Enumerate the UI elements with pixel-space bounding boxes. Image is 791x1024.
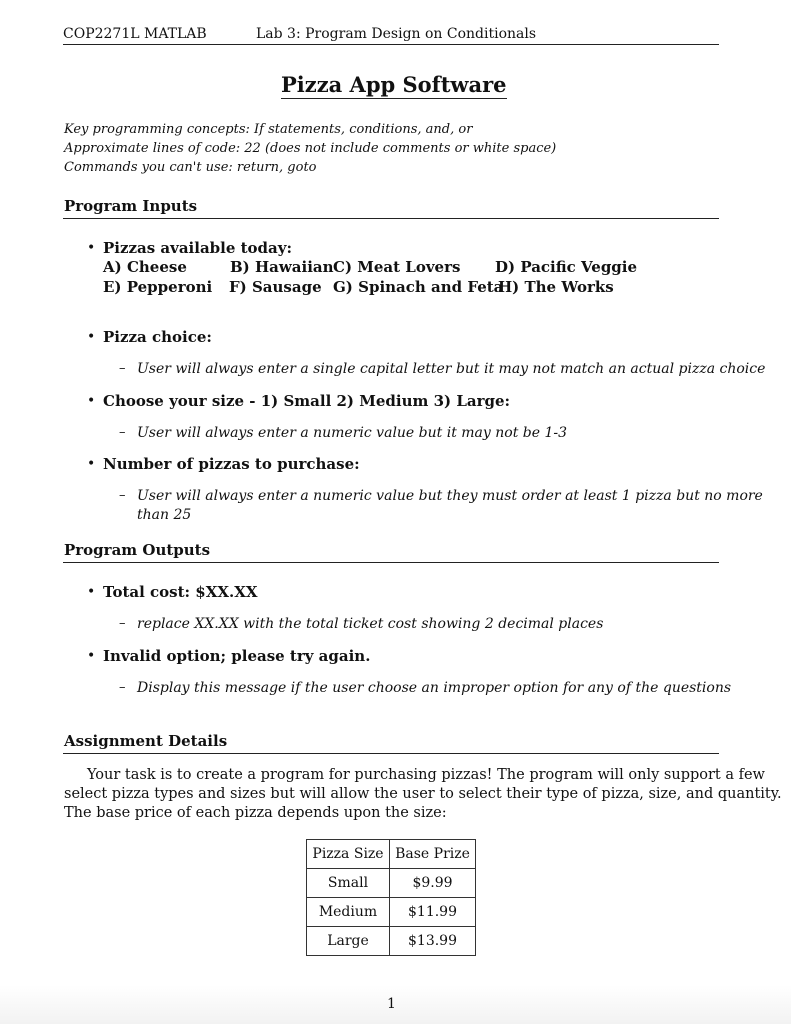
intro-concepts: Key programming concepts: If statements, conditions, and, or	[64, 122, 473, 137]
pizza-option: E) Pepperoni	[103, 278, 213, 296]
number-note: User will always enter a numeric value but they must order at least 1 pizza but no more	[137, 488, 763, 504]
table-header-cell: Pizza Size	[307, 840, 390, 869]
table-row	[307, 898, 476, 927]
invalid-option-note: Display this message if the user choose an improper option for any of the questions	[137, 680, 732, 696]
section-heading-inputs: Program Inputs	[64, 197, 198, 215]
page-title: Pizza App Software	[281, 72, 507, 97]
dash-icon: –	[119, 680, 126, 695]
bullet-icon: •	[87, 240, 96, 256]
bullet-icon: •	[87, 393, 96, 409]
bullet-icon: •	[87, 456, 96, 472]
table-cell: Large	[307, 927, 390, 956]
section-heading-outputs: Program Outputs	[64, 541, 211, 559]
dash-icon: –	[119, 425, 126, 440]
pizza-option: B) Hawaiian	[230, 258, 334, 276]
dash-icon: –	[119, 488, 126, 503]
table-header-row	[307, 840, 476, 869]
bullet-icon: •	[87, 648, 96, 664]
bullet-icon: •	[87, 329, 96, 345]
number-note-continued: than 25	[137, 507, 192, 523]
section-heading-details: Assignment Details	[64, 732, 228, 750]
size-note: User will always enter a numeric value but it may not be 1-3	[137, 425, 568, 441]
header-lab-title: Lab 3: Program Design on Conditionals	[256, 26, 537, 42]
total-cost-label: Total cost: $XX.XX	[103, 583, 258, 601]
details-paragraph-line: The base price of each pizza depends upon the size:	[64, 805, 447, 821]
pizzas-label: Pizzas available today:	[103, 239, 293, 257]
table-cell: $11.99	[390, 898, 476, 927]
header-rule	[63, 44, 719, 45]
price-table	[306, 839, 476, 956]
header-course: COP2271L MATLAB	[63, 26, 207, 42]
pizza-option: G) Spinach and Feta	[333, 278, 504, 296]
number-label: Number of pizzas to purchase:	[103, 455, 360, 473]
table-cell: Small	[307, 869, 390, 898]
pizza-option: F) Sausage	[229, 278, 322, 296]
table-cell: $13.99	[390, 927, 476, 956]
table-row	[307, 869, 476, 898]
size-label: Choose your size - 1) Small 2) Medium 3) Large:	[103, 392, 511, 410]
bullet-icon: •	[87, 584, 96, 600]
total-cost-note: replace XX.XX with the total ticket cost showing 2 decimal places	[137, 616, 604, 632]
invalid-option-label: Invalid option; please try again.	[103, 647, 371, 665]
pizza-option: H) The Works	[498, 278, 614, 296]
details-paragraph-line: select pizza types and sizes but will allow the user to select their type of pizza, size, and quantity.	[64, 786, 782, 802]
intro-banned: Commands you can't use: return, goto	[64, 160, 317, 175]
section-rule-inputs	[63, 218, 719, 219]
section-rule-details	[63, 753, 719, 754]
dash-icon: –	[119, 361, 126, 376]
pizza-option: C) Meat Lovers	[333, 258, 461, 276]
page-number: 1	[387, 996, 396, 1012]
table-cell: Medium	[307, 898, 390, 927]
table-cell: $9.99	[390, 869, 476, 898]
table-row	[307, 927, 476, 956]
table-header-cell: Base Prize	[390, 840, 476, 869]
dash-icon: –	[119, 616, 126, 631]
details-paragraph: Your task is to create a program for purchasing pizzas! The program will only support a few	[87, 767, 765, 783]
pizza-option: D) Pacific Veggie	[495, 258, 638, 276]
pizza-choice-label: Pizza choice:	[103, 328, 212, 346]
pizza-choice-note: User will always enter a single capital letter but it may not match an actual pizza choice	[137, 361, 766, 377]
section-rule-outputs	[63, 562, 719, 563]
pizza-option: A) Cheese	[103, 258, 187, 276]
intro-lines: Approximate lines of code: 22 (does not include comments or white space)	[64, 141, 557, 156]
